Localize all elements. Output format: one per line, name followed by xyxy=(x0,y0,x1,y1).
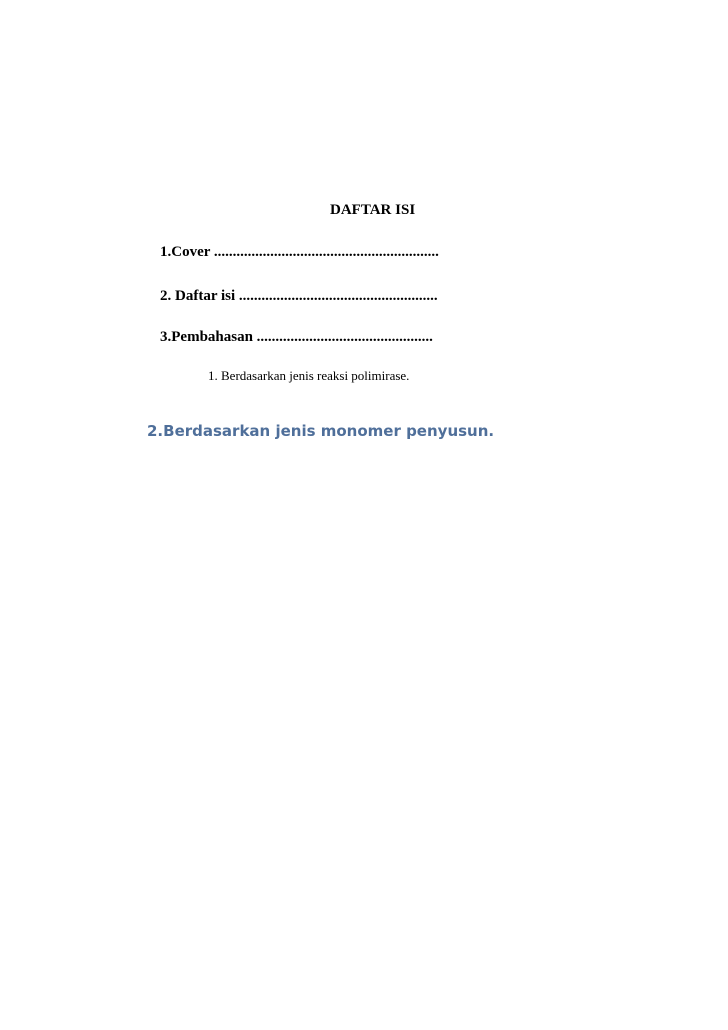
section-heading: 2.Berdasarkan jenis monomer penyusun. xyxy=(147,422,495,440)
toc-entry-cover: 1.Cover ............................................................ xyxy=(160,244,439,260)
page-title: DAFTAR ISI xyxy=(330,202,416,218)
toc-entry-pembahasan: 3.Pembahasan ............................................... xyxy=(160,329,433,345)
toc-entry-daftar-isi: 2. Daftar isi ..................................................... xyxy=(160,288,438,304)
toc-sub-entry: 1. Berdasarkan jenis reaksi polimirase. xyxy=(208,368,410,383)
